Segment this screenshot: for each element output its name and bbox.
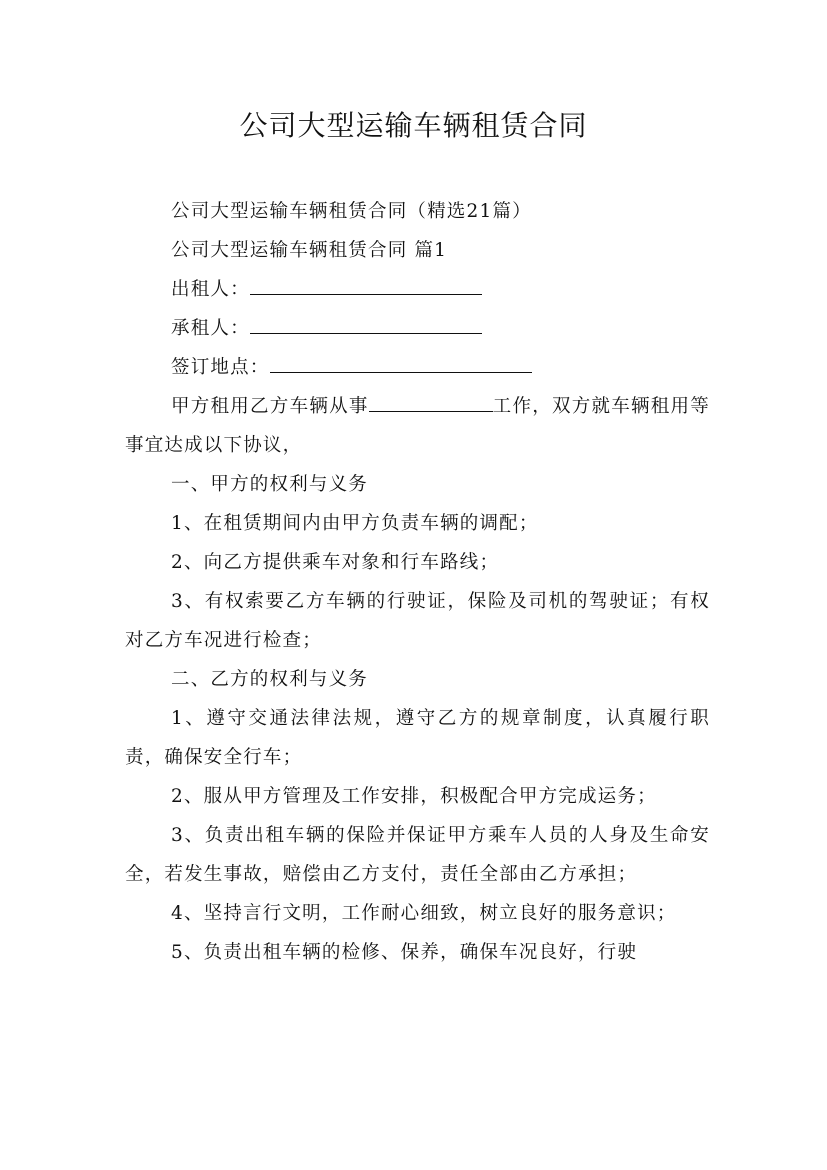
intro-before: 甲方租用乙方车辆从事 bbox=[171, 396, 369, 417]
party-b-clause-3: 3、负责出租车辆的保险并保证甲方乘车人员的人身及生命安全，若发生事故，赔偿由乙方支付，责任全部由乙方承担； bbox=[125, 825, 710, 885]
document-title: 公司大型运输车辆租赁合同 bbox=[239, 109, 588, 142]
party-a-clause-3: 3、有权索要乙方车辆的行驶证，保险及司机的驾驶证；有权对乙方车况进行检查； bbox=[125, 591, 710, 651]
party-a-clause-2: 2、向乙方提供乘车对象和行车路线； bbox=[171, 552, 500, 573]
party-b-clause-2: 2、服从甲方管理及工作安排，积极配合甲方完成运务； bbox=[171, 786, 657, 807]
party-a-clause-1: 1、在租赁期间内由甲方负责车辆的调配； bbox=[171, 513, 539, 534]
intro-after: 工作，双方就车辆租用等事宜达成以下协议， bbox=[125, 396, 710, 456]
lessor-line bbox=[125, 270, 710, 309]
intro-paragraph bbox=[125, 387, 710, 465]
lessee-blank bbox=[250, 313, 482, 334]
subtitle: 公司大型运输车辆租赁合同（精选21篇） bbox=[171, 201, 532, 222]
document-body bbox=[125, 192, 710, 972]
lessor-blank bbox=[250, 274, 482, 295]
place-blank bbox=[270, 352, 532, 373]
place-label: 签订地点： bbox=[171, 357, 270, 378]
section-heading: 公司大型运输车辆租赁合同 篇1 bbox=[171, 240, 448, 261]
party-b-clause-5: 5、负责出租车辆的检修、保养，确保车况良好，行驶 bbox=[171, 942, 638, 963]
party-b-clause-1: 1、遵守交通法律法规，遵守乙方的规章制度，认真履行职责，确保安全行车； bbox=[125, 708, 710, 768]
lessor-label: 出租人： bbox=[171, 279, 250, 300]
party-b-heading: 二、乙方的权利与义务 bbox=[171, 669, 369, 690]
work-blank bbox=[369, 391, 493, 412]
party-b-clause-4: 4、坚持言行文明，工作耐心细致，树立良好的服务意识； bbox=[171, 903, 677, 924]
place-line bbox=[125, 348, 710, 387]
party-a-heading: 一、甲方的权利与义务 bbox=[171, 474, 369, 495]
lessee-label: 承租人： bbox=[171, 318, 250, 339]
lessee-line bbox=[125, 309, 710, 348]
